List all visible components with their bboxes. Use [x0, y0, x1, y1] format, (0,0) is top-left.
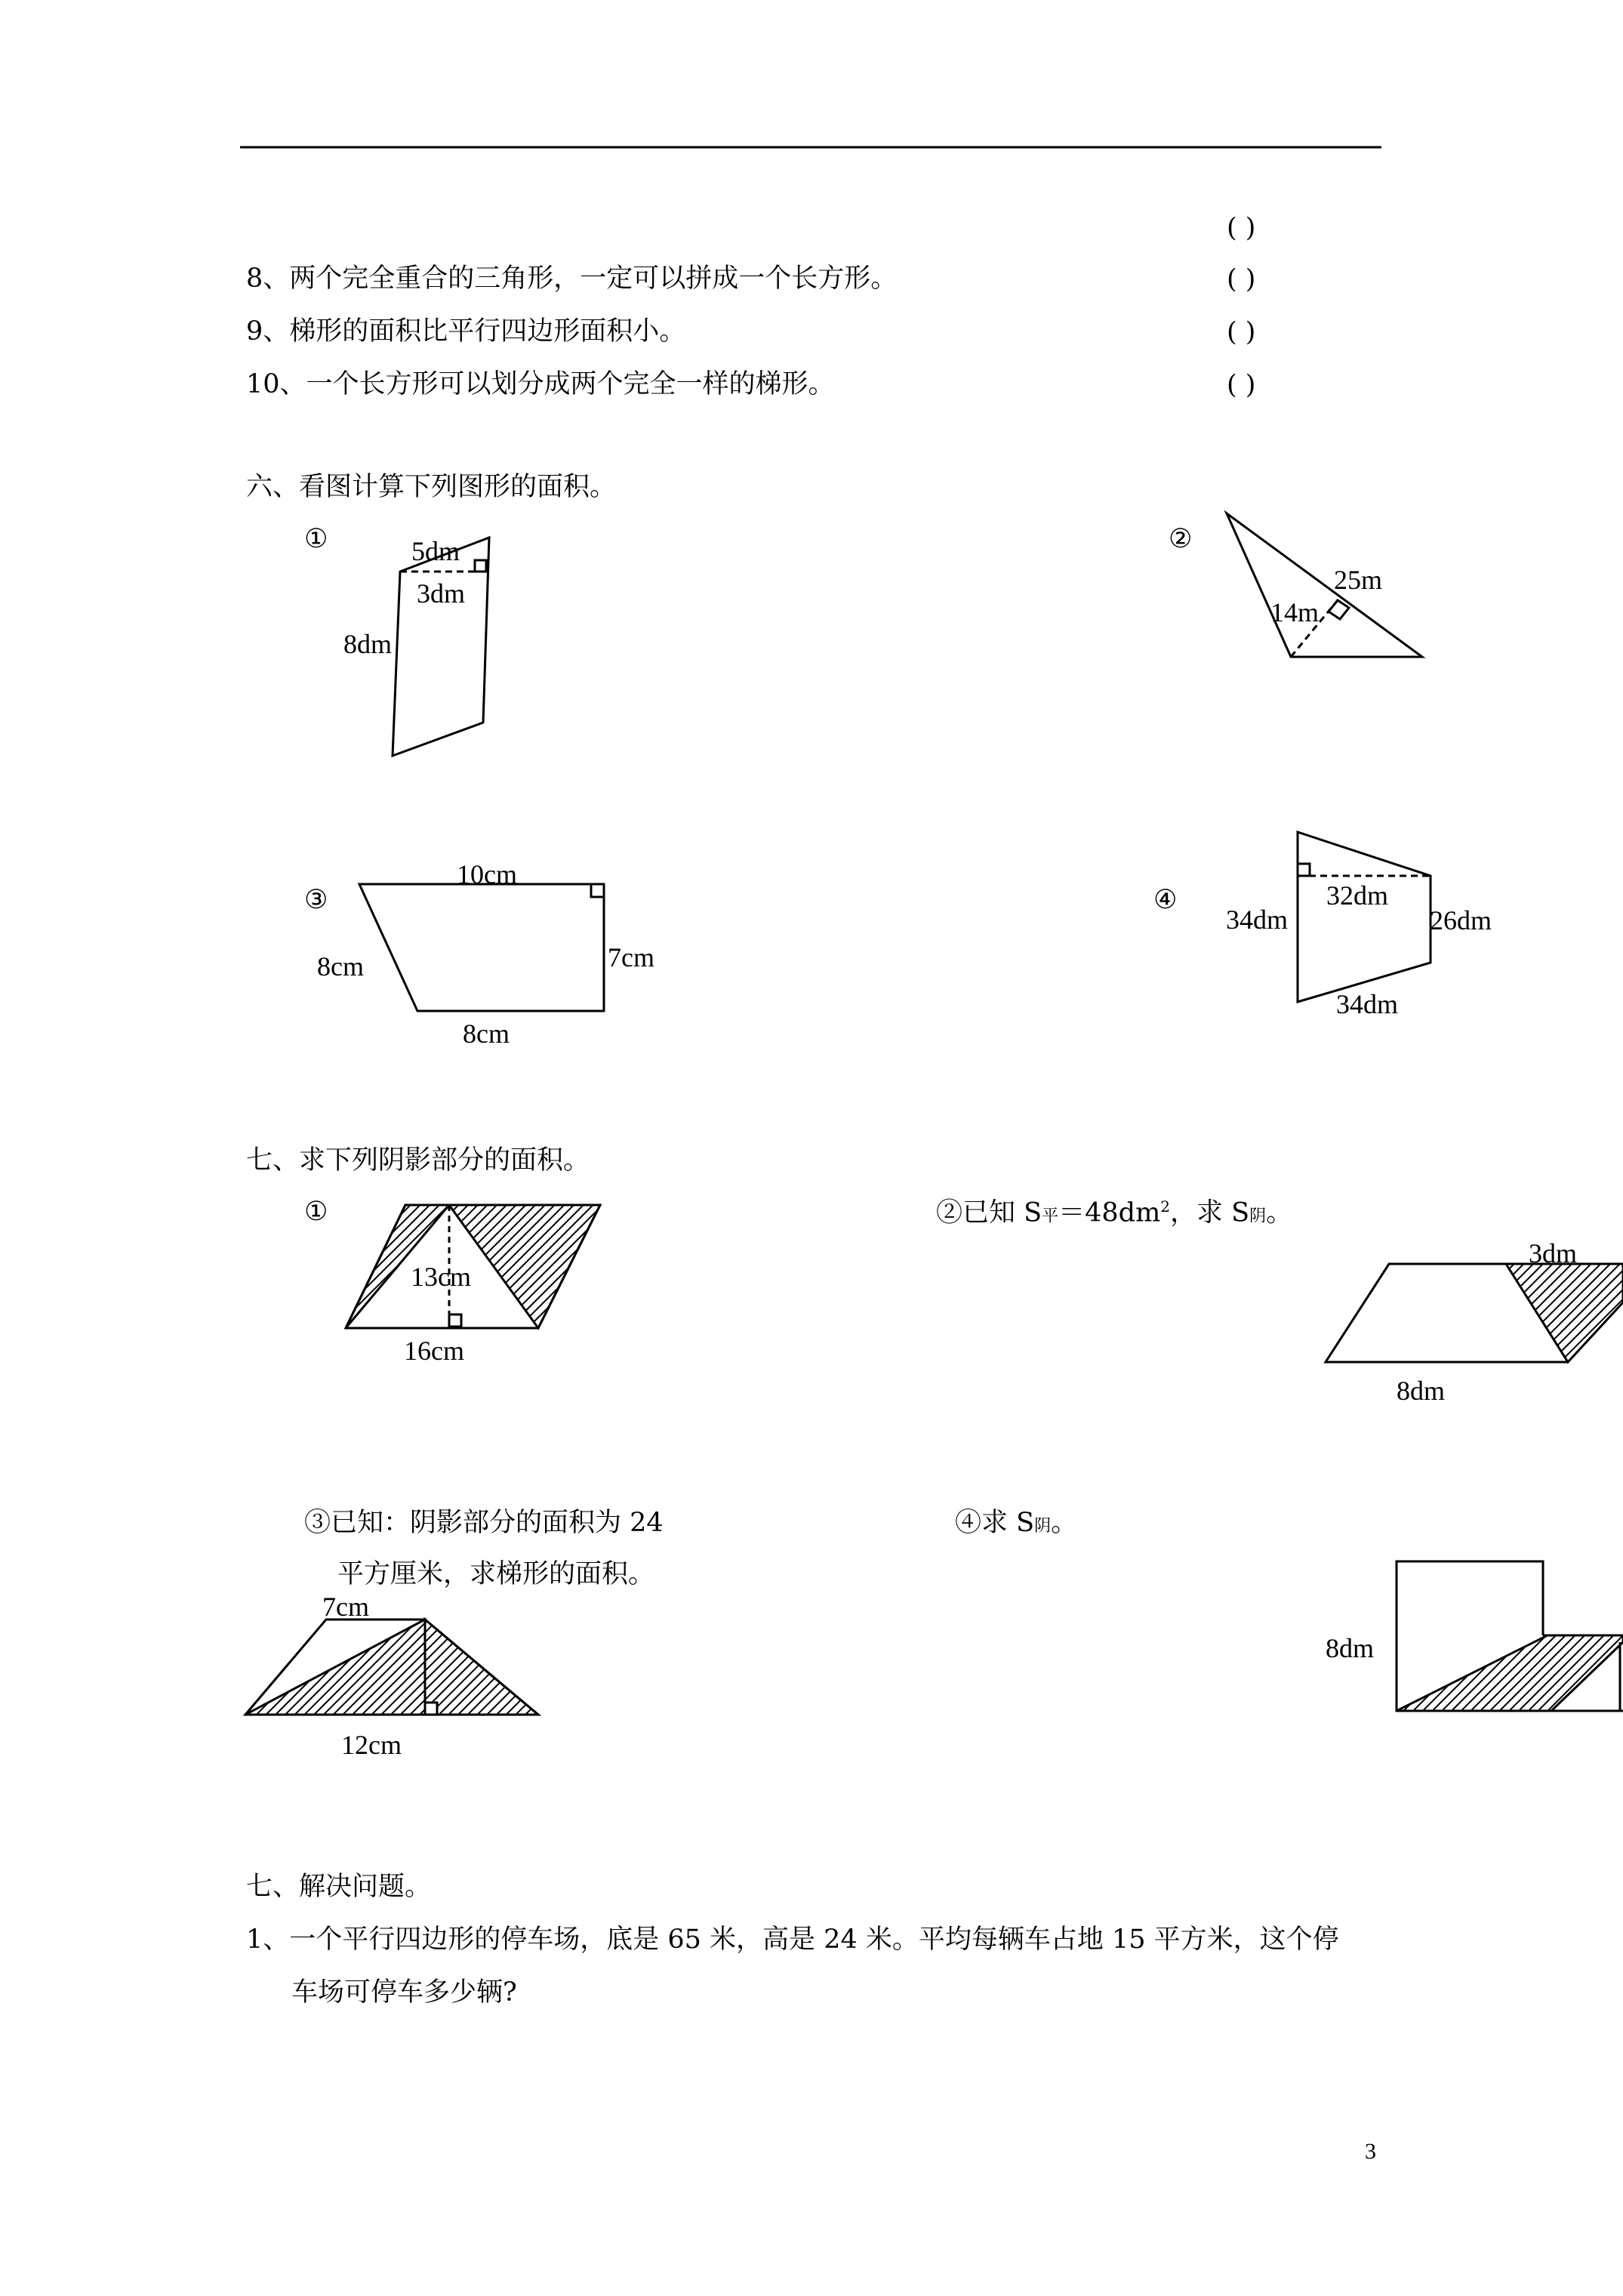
s7-fig3-base-label: 12cm	[341, 1730, 402, 1760]
s6-fig2-triangle	[1227, 513, 1422, 657]
answer-blank-10[interactable]: ( )	[1227, 370, 1256, 400]
s7-fig3-prompt-line2: 平方厘米，求梯形的面积。	[337, 1559, 655, 1589]
judgement-item-9: 9、梯形的面积比平行四边形面积小。	[246, 316, 686, 347]
s7-fig4-side-label: 8dm	[1326, 1633, 1375, 1663]
s6-fig4-bottom-label: 34dm	[1336, 989, 1399, 1019]
s6-fig4-left-label: 34dm	[1226, 905, 1289, 935]
s6-fig1-right-angle	[475, 560, 486, 572]
answer-blank-8[interactable]: ( )	[1227, 264, 1256, 294]
s7-fig2-base-label: 8dm	[1397, 1376, 1446, 1406]
s7-fig2-top-label: 3dm	[1529, 1238, 1578, 1268]
s6-fig1-top-label: 5dm	[411, 536, 460, 566]
s6-fig4-right-angle	[1298, 864, 1310, 876]
s6-fig3-trapezoid	[359, 884, 604, 1011]
section6-title: 六、看图计算下列图形的面积。	[246, 472, 617, 502]
s6-fig2-number: ②	[1169, 524, 1193, 554]
judgement-item-8: 8、两个完全重合的三角形，一定可以拼成一个长方形。	[246, 264, 898, 294]
s6-fig2-side-label: 25m	[1334, 565, 1383, 595]
s6-fig4-right-label: 26dm	[1430, 905, 1492, 935]
s7-fig2-figure	[1326, 1264, 1623, 1362]
s7-fig2-prompt: ②已知 S平$=48dm^2$，求 S阴。	[936, 1197, 1293, 1228]
s7-fig3-top-label: 7cm	[322, 1592, 369, 1622]
answer-blank-7[interactable]: ( )	[1227, 213, 1256, 243]
section7-title: 七、求下列阴影部分的面积。	[246, 1145, 590, 1176]
s6-fig2-right-angle	[1329, 600, 1349, 619]
s6-fig1-side-label: 8dm	[343, 629, 393, 659]
page-number: 3	[1365, 2139, 1376, 2164]
s6-fig1-height-label: 3dm	[417, 578, 466, 609]
section8-title: 七、解决问题。	[246, 1872, 432, 1902]
s6-fig3-right-angle	[591, 884, 604, 897]
s6-fig4-number: ④	[1153, 885, 1178, 915]
q1-line1: 1、一个平行四边形的停车场，底是 65 米，高是 24 米。平均每辆车占地 15 平方米，这个停	[246, 1925, 1339, 1955]
s6-fig3-right-label: 7cm	[608, 942, 654, 972]
s7-fig1-figure	[346, 1205, 600, 1328]
s6-fig3-number: ③	[304, 885, 328, 915]
s6-fig2-height-label: 14m	[1270, 597, 1320, 627]
s6-fig3-bottom-label: 8cm	[463, 1019, 510, 1049]
judgement-item-10: 10、一个长方形可以划分成两个完全一样的梯形。	[246, 369, 835, 399]
s6-fig1-number: ①	[304, 524, 328, 554]
s6-fig3-left-label: 8cm	[317, 951, 364, 982]
s6-fig4-height-label: 32dm	[1326, 880, 1389, 911]
s7-fig3-prompt-line1: ③已知：阴影部分的面积为 24	[304, 1508, 664, 1538]
s7-fig1-number: ①	[304, 1197, 328, 1227]
s7-fig4-prompt: ④求 S阴。	[955, 1508, 1078, 1538]
s7-fig3-figure	[245, 1620, 538, 1715]
s6-fig3-top-label: 10cm	[457, 859, 517, 889]
s7-fig1-height-label: 13cm	[411, 1262, 471, 1292]
s6-fig4-trapezoid	[1298, 832, 1431, 1002]
q1-line2: 车场可停车多少辆?	[291, 1977, 517, 2008]
s7-fig1-base-label: 16cm	[404, 1336, 464, 1366]
answer-blank-9[interactable]: ( )	[1227, 317, 1256, 347]
s7-fig4-figure	[1397, 1561, 1623, 1711]
